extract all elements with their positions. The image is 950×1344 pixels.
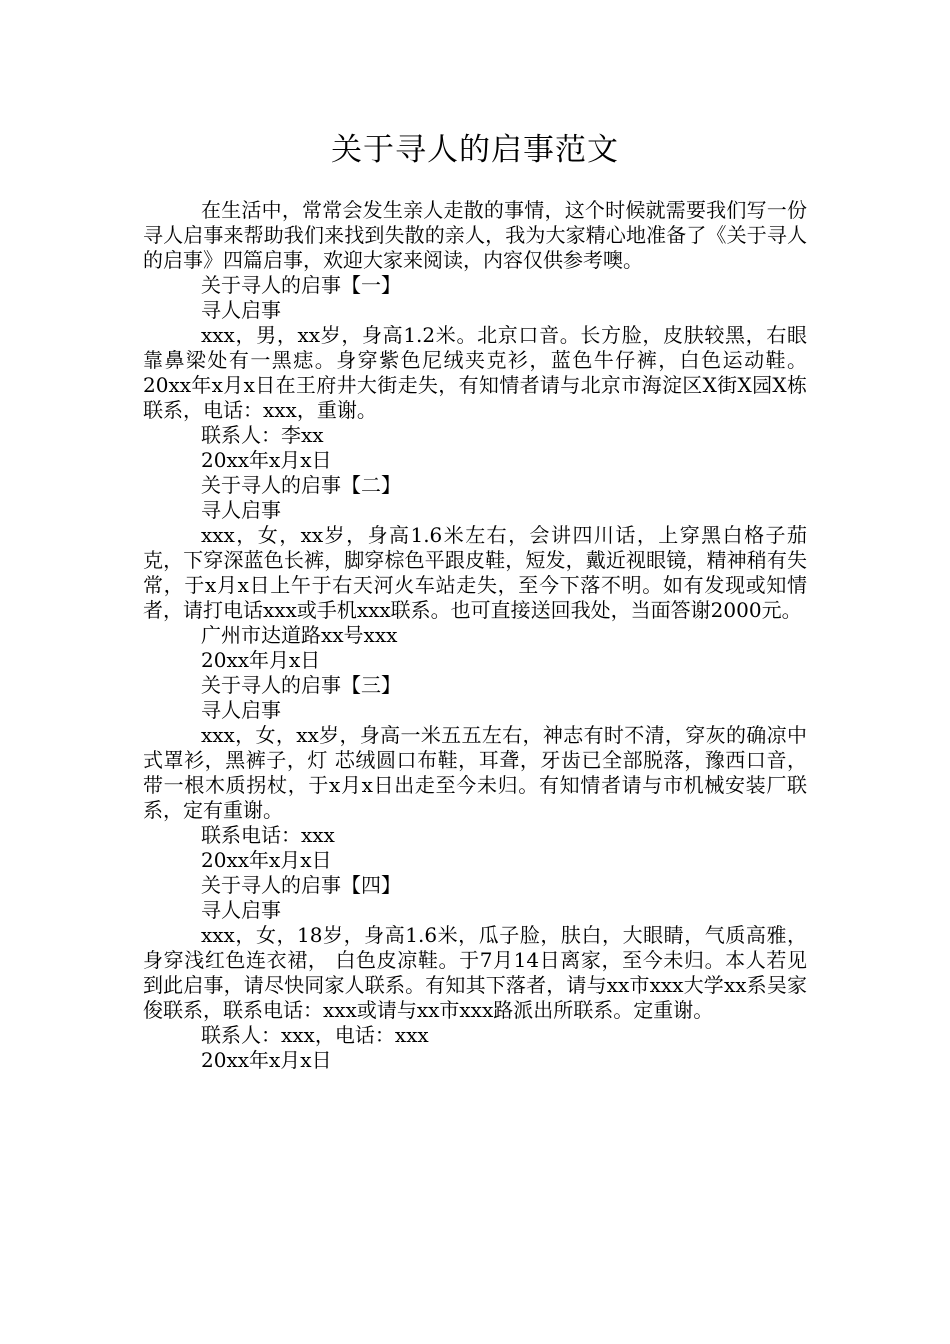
- notice-contact: 联系人：xxx，电话：xxx: [201, 1023, 429, 1047]
- notice-contact: 联系人：李xx: [201, 423, 324, 447]
- notice-4: [143, 873, 807, 1073]
- notice-subheading: 寻人启事: [201, 498, 281, 522]
- notice-subheading: 寻人启事: [201, 298, 281, 322]
- notice-date: 20xx年月x日: [201, 648, 321, 672]
- page-title: 关于寻人的启事范文: [331, 132, 619, 168]
- notice-body: xxx，女，xx岁，身高一米五五左右，神志有时不清，穿灰的确凉中式罩衫，黑裤子，灯 芯绒圆口布鞋，耳聋，牙齿已全部脱落，豫西口音，带一根木质拐杖，于x月x日出走至今未归。有知情者请与市机械安装厂联系，定有重谢。: [143, 723, 807, 822]
- notice-body: xxx，女，18岁，身高1.6米，瓜子脸，肤白，大眼睛，气质高雅，身穿浅红色连衣裙， 白色皮凉鞋。于7月14日离家，至今未归。本人若见到此启事，请尽快同家人联系。有知其下落者，请与xx市xxx大学xx系吴家俊联系，联系电话：xxx或请与xx市xxx路派出所联系。定重谢。: [143, 923, 807, 1022]
- notice-contact: 广州市达道路xx号xxx: [201, 623, 398, 647]
- notice-date: 20xx年x月x日: [201, 1048, 332, 1072]
- notice-1: [143, 273, 807, 473]
- notice-3: [143, 673, 807, 873]
- notice-contact: 联系电话：xxx: [201, 823, 335, 847]
- notice-heading: 关于寻人的启事【四】: [201, 873, 401, 897]
- document-body: [143, 198, 807, 1073]
- notice-heading: 关于寻人的启事【二】: [201, 473, 401, 497]
- intro-paragraph: 在生活中，常常会发生亲人走散的事情，这个时候就需要我们写一份寻人启事来帮助我们来找到失散的亲人，我为大家精心地准备了《关于寻人的启事》四篇启事，欢迎大家来阅读，内容仅供参考噢。: [143, 198, 807, 272]
- notice-2: [143, 473, 807, 673]
- notice-subheading: 寻人启事: [201, 698, 281, 722]
- notice-date: 20xx年x月x日: [201, 848, 332, 872]
- notice-body: xxx，男，xx岁，身高1.2米。北京口音。长方脸，皮肤较黑，右眼靠鼻梁处有一黑痣。身穿紫色尼绒夹克衫，蓝色牛仔裤，白色运动鞋。20xx年x月x日在王府井大街走失，有知情者请与北京市海淀区X街X园X栋联系，电话：xxx，重谢。: [143, 323, 807, 422]
- notice-heading: 关于寻人的启事【三】: [201, 673, 401, 697]
- notice-subheading: 寻人启事: [201, 898, 281, 922]
- notice-date: 20xx年x月x日: [201, 448, 332, 472]
- notice-heading: 关于寻人的启事【一】: [201, 273, 401, 297]
- notice-body: xxx，女，xx岁，身高1.6米左右，会讲四川话，上穿黑白格子茄克，下穿深蓝色长裤，脚穿棕色平跟皮鞋，短发，戴近视眼镜，精神稍有失常，于x月x日上午于右天河火车站走失，至今下落不明。如有发现或知情者，请打电话xxx或手机xxx联系。也可直接送回我处，当面答谢2000元。: [143, 523, 807, 622]
